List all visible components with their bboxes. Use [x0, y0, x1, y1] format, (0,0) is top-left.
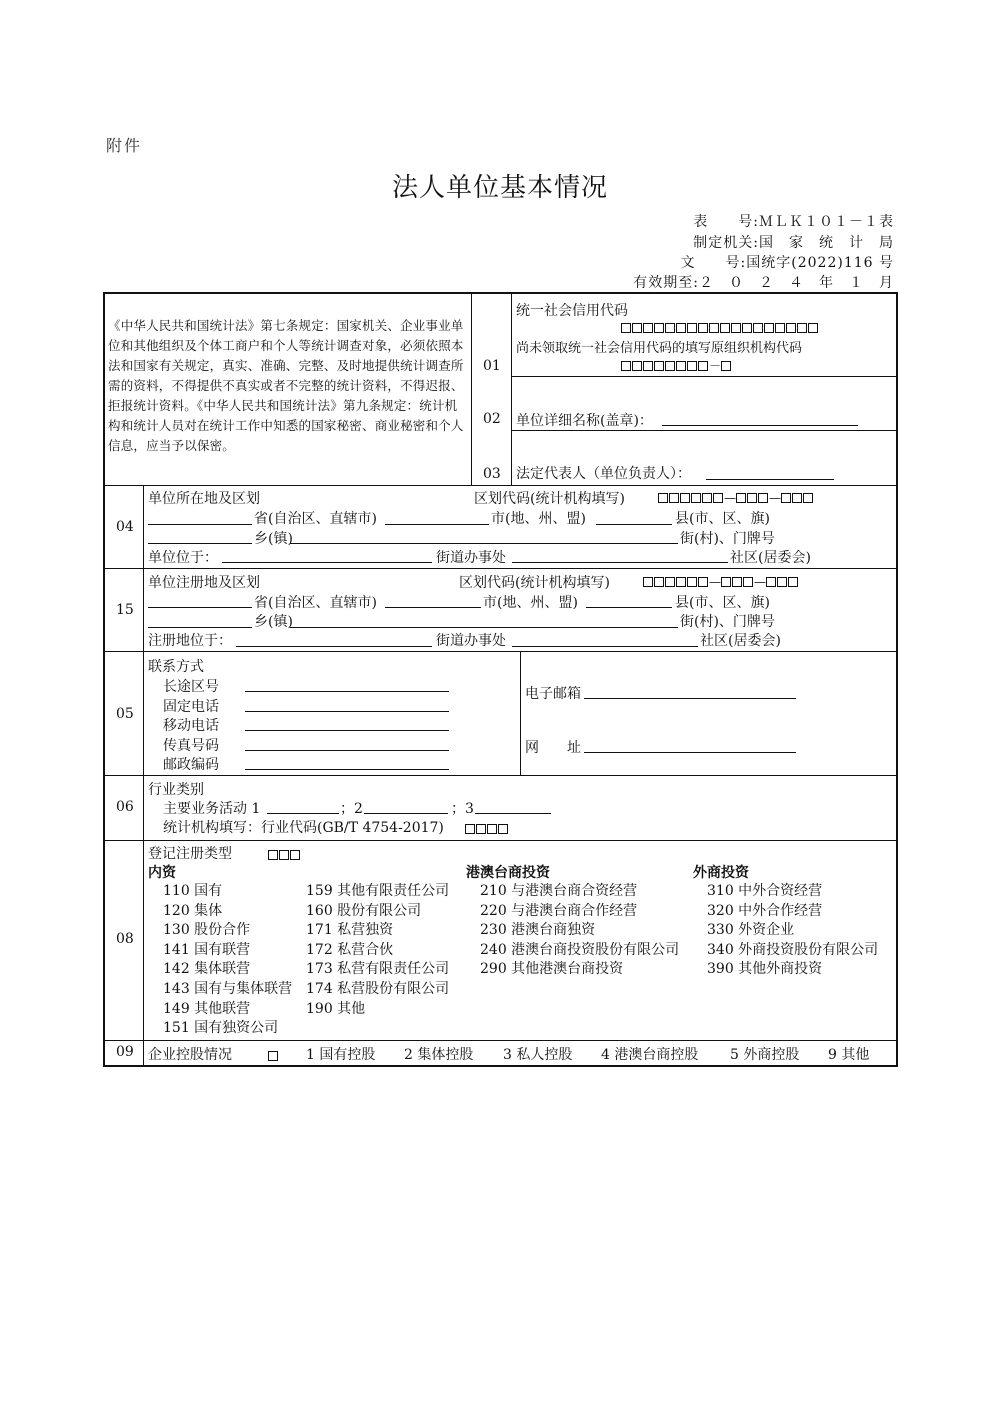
row-code-09: 09	[116, 1044, 134, 1060]
list-item[interactable]: 320 中外合作经营	[707, 902, 823, 919]
location-town-field[interactable]	[148, 529, 252, 544]
list-item[interactable]: 171 私营独资	[306, 922, 394, 939]
list-item[interactable]: 330 外资企业	[707, 922, 795, 939]
location-division-boxes[interactable]	[658, 490, 814, 506]
location-division-label: 区划代码(统计机构填写)	[474, 491, 625, 507]
org-code-note: 尚未领取统一社会信用代码的填写原组织机构代码	[516, 341, 803, 356]
fax-label: 传真号码	[163, 738, 219, 754]
row-code-15: 15	[116, 602, 134, 618]
location-label: 单位所在地及区划	[148, 491, 260, 507]
registered-street-label: 街(村)、门牌号	[680, 614, 775, 630]
location-county-label: 县(市、区、旗)	[675, 511, 770, 527]
registered-province-label: 省(自治区、直辖市)	[254, 595, 377, 611]
legal-rep-label: 法定代表人（单位负责人）：	[516, 466, 691, 482]
list-item[interactable]: 174 私营股份有限公司	[306, 980, 450, 997]
valid-until-value: ２ ０ ２ ４ 年 １ 月	[699, 275, 894, 291]
list-item[interactable]: 230 港澳台商独资	[480, 922, 596, 939]
located-label: 单位位于：	[148, 550, 218, 566]
area-code-label: 长途区号	[163, 679, 219, 695]
website-field[interactable]	[584, 738, 796, 753]
holding-box[interactable]	[268, 1051, 278, 1061]
row-code-08: 08	[116, 931, 134, 947]
fax-field[interactable]	[245, 736, 449, 751]
document-number-label: 文 号:	[680, 255, 747, 271]
registered-city-field[interactable]	[385, 593, 481, 608]
located-field[interactable]	[222, 548, 432, 563]
registered-office-label: 街道办事处	[436, 633, 506, 649]
list-item[interactable]: 172 私营合伙	[306, 941, 394, 958]
location-city-label: 市(地、州、盟)	[491, 511, 586, 527]
division-dash: —	[709, 575, 721, 589]
registered-division-boxes[interactable]	[643, 574, 799, 590]
holding-label: 企业控股情况	[148, 1047, 232, 1063]
registered-town-label: 乡(镇)	[254, 614, 293, 630]
list-item[interactable]: 340 外商投资股份有限公司	[707, 941, 879, 958]
row-code-03: 03	[483, 466, 501, 482]
domestic-list-a	[163, 882, 292, 1039]
mobile-field[interactable]	[245, 716, 449, 731]
org-code-dash: －	[709, 359, 722, 373]
activity-2-label: ；2	[340, 801, 363, 817]
list-item[interactable]: 390 其他外商投资	[707, 961, 823, 978]
row-code-06: 06	[116, 799, 134, 815]
landline-field[interactable]	[245, 697, 449, 712]
domestic-list-b	[306, 882, 449, 1019]
area-code-field[interactable]	[245, 677, 449, 692]
credit-code-boxes[interactable]	[621, 320, 819, 336]
list-item[interactable]: 141 国有联营	[163, 941, 251, 958]
row-code-01: 01	[483, 358, 501, 374]
location-street-field[interactable]	[290, 529, 678, 544]
registered-community-label: 社区(居委会)	[700, 633, 781, 649]
registered-street-field[interactable]	[290, 613, 678, 628]
registered-city-label: 市(地、州、盟)	[483, 595, 578, 611]
holding-option-3[interactable]: 3 私人控股	[503, 1047, 573, 1063]
row-code-04: 04	[116, 519, 134, 535]
main-activity-label: 主要业务活动 1	[163, 801, 261, 817]
credit-code-label: 统一社会信用代码	[516, 303, 628, 319]
page-title: 法人单位基本情况	[391, 173, 608, 203]
org-code-boxes[interactable]	[621, 357, 732, 374]
located-community-label: 社区(居委会)	[730, 550, 811, 566]
list-item[interactable]: 240 港澳台商投资股份有限公司	[480, 941, 680, 958]
registered-located-field[interactable]	[236, 632, 432, 647]
list-item[interactable]: 159 其他有限责任公司	[306, 883, 450, 899]
valid-until-label: 有效期至:	[633, 275, 699, 291]
foreign-heading: 外商投资	[693, 865, 749, 881]
registration-type-label: 登记注册类型	[148, 846, 232, 862]
form-number-value: ＭＬＫ１０１－１表	[759, 214, 894, 230]
location-town-label: 乡(镇)	[254, 531, 293, 547]
registered-county-label: 县(市、区、旗)	[675, 595, 770, 611]
activity-1-field[interactable]	[267, 799, 339, 814]
landline-label: 固定电话	[163, 699, 219, 715]
list-item[interactable]: 143 国有与集体联营	[163, 980, 293, 997]
list-item[interactable]: 149 其他联营	[163, 1000, 251, 1017]
location-county-field[interactable]	[596, 510, 672, 525]
activity-3-field[interactable]	[475, 799, 551, 814]
division-dash: —	[769, 491, 781, 505]
email-field[interactable]	[584, 684, 796, 699]
industry-label: 行业类别	[148, 782, 204, 798]
holding-option-4[interactable]: 4 港澳台商控股	[601, 1047, 699, 1063]
document-number	[681, 252, 894, 272]
registered-label: 单位注册地及区划	[148, 575, 260, 591]
list-item[interactable]: 220 与港澳台商合作经营	[480, 902, 638, 919]
location-street-label: 街(村)、门牌号	[680, 531, 775, 547]
hmt-heading: 港澳台商投资	[466, 865, 550, 881]
list-item[interactable]: 210 与港澳台商合资经营	[480, 883, 638, 899]
valid-until	[633, 272, 894, 292]
holding-option-9[interactable]: 9 其他	[828, 1047, 870, 1063]
registered-office-field[interactable]	[512, 632, 698, 647]
activity-3-label: ；3	[451, 801, 474, 817]
list-item[interactable]: 130 股份合作	[163, 922, 251, 939]
location-city-field[interactable]	[385, 510, 489, 525]
row-code-02: 02	[483, 411, 501, 427]
website-label: 网 址	[525, 740, 581, 756]
registered-town-field[interactable]	[148, 613, 252, 628]
holding-option-5[interactable]: 5 外商控股	[730, 1047, 800, 1063]
registered-located-label: 注册地位于：	[148, 633, 232, 649]
list-item[interactable]: 173 私营有限责任公司	[306, 961, 450, 978]
form-number-label: 表 号:	[693, 214, 759, 230]
list-item[interactable]: 190 其他	[306, 1000, 366, 1017]
holding-option-2[interactable]: 2 集体控股	[404, 1047, 474, 1063]
registered-province-field[interactable]	[148, 593, 252, 608]
holding-option-1[interactable]: 1 国有控股	[306, 1047, 376, 1063]
mobile-label: 移动电话	[163, 718, 219, 734]
appendix-label: 附件	[106, 136, 143, 155]
form-number	[693, 211, 894, 231]
industry-code-label: 统计机构填写：行业代码(GB/T 4754-2017)	[163, 820, 444, 836]
contact-label: 联系方式	[148, 659, 204, 675]
list-item[interactable]: 310 中外合资经营	[707, 883, 823, 899]
registered-division-label: 区划代码(统计机构填写)	[459, 575, 610, 591]
foreign-list	[707, 882, 878, 980]
activity-2-field[interactable]	[364, 799, 448, 814]
division-dash: —	[724, 491, 736, 505]
statistics-law-notice: 《中华人民共和国统计法》第七条规定：国家机关、企业事业单位和其他组织及个体工商户和个人等统计调查对象，必须依照本法和国家有关规定，真实、准确、完整、及时地提供统计调查所需的资料，不得提供不真实或者不完整的统计资料，不得迟报、拒报统计资料。《中华人民共和国统计法》第九条规定：统计机构和统计人员对在统计工作中知悉的国家秘密、商业秘密和个人信息，应当予以保密。	[108, 318, 464, 453]
hmt-list	[480, 882, 679, 980]
list-item[interactable]: 160 股份有限公司	[306, 902, 422, 919]
list-item[interactable]: 290 其他港澳台商投资	[480, 961, 624, 978]
list-item[interactable]: 142 集体联营	[163, 961, 251, 978]
email-label: 电子邮箱	[525, 686, 581, 702]
issuing-org-value: 国 家 统 计 局	[759, 235, 894, 251]
row-code-05: 05	[116, 706, 134, 722]
issuing-org-label: 制定机关:	[693, 235, 759, 251]
location-province-field[interactable]	[148, 510, 252, 525]
unit-name-field[interactable]	[662, 411, 858, 426]
registered-county-field[interactable]	[586, 593, 672, 608]
domestic-heading: 内资	[148, 865, 176, 881]
registration-type-boxes[interactable]	[268, 847, 301, 863]
division-dash: —	[754, 575, 766, 589]
location-province-label: 省(自治区、直辖市)	[254, 511, 377, 527]
legal-rep-field[interactable]	[706, 465, 834, 480]
list-item[interactable]: 120 集体	[163, 902, 223, 919]
located-office-label: 街道办事处	[436, 550, 506, 566]
document-number-value: 国统字(2022)116 号	[746, 255, 894, 271]
postcode-field[interactable]	[245, 755, 449, 770]
list-item[interactable]: 151 国有独资公司	[163, 1020, 279, 1037]
unit-name-label: 单位详细名称(盖章)：	[516, 413, 653, 429]
issuing-org	[693, 232, 894, 252]
located-office-field[interactable]	[512, 548, 728, 563]
list-item[interactable]: 110 国有	[163, 883, 223, 899]
industry-code-boxes[interactable]	[465, 821, 509, 837]
postcode-label: 邮政编码	[163, 757, 219, 773]
